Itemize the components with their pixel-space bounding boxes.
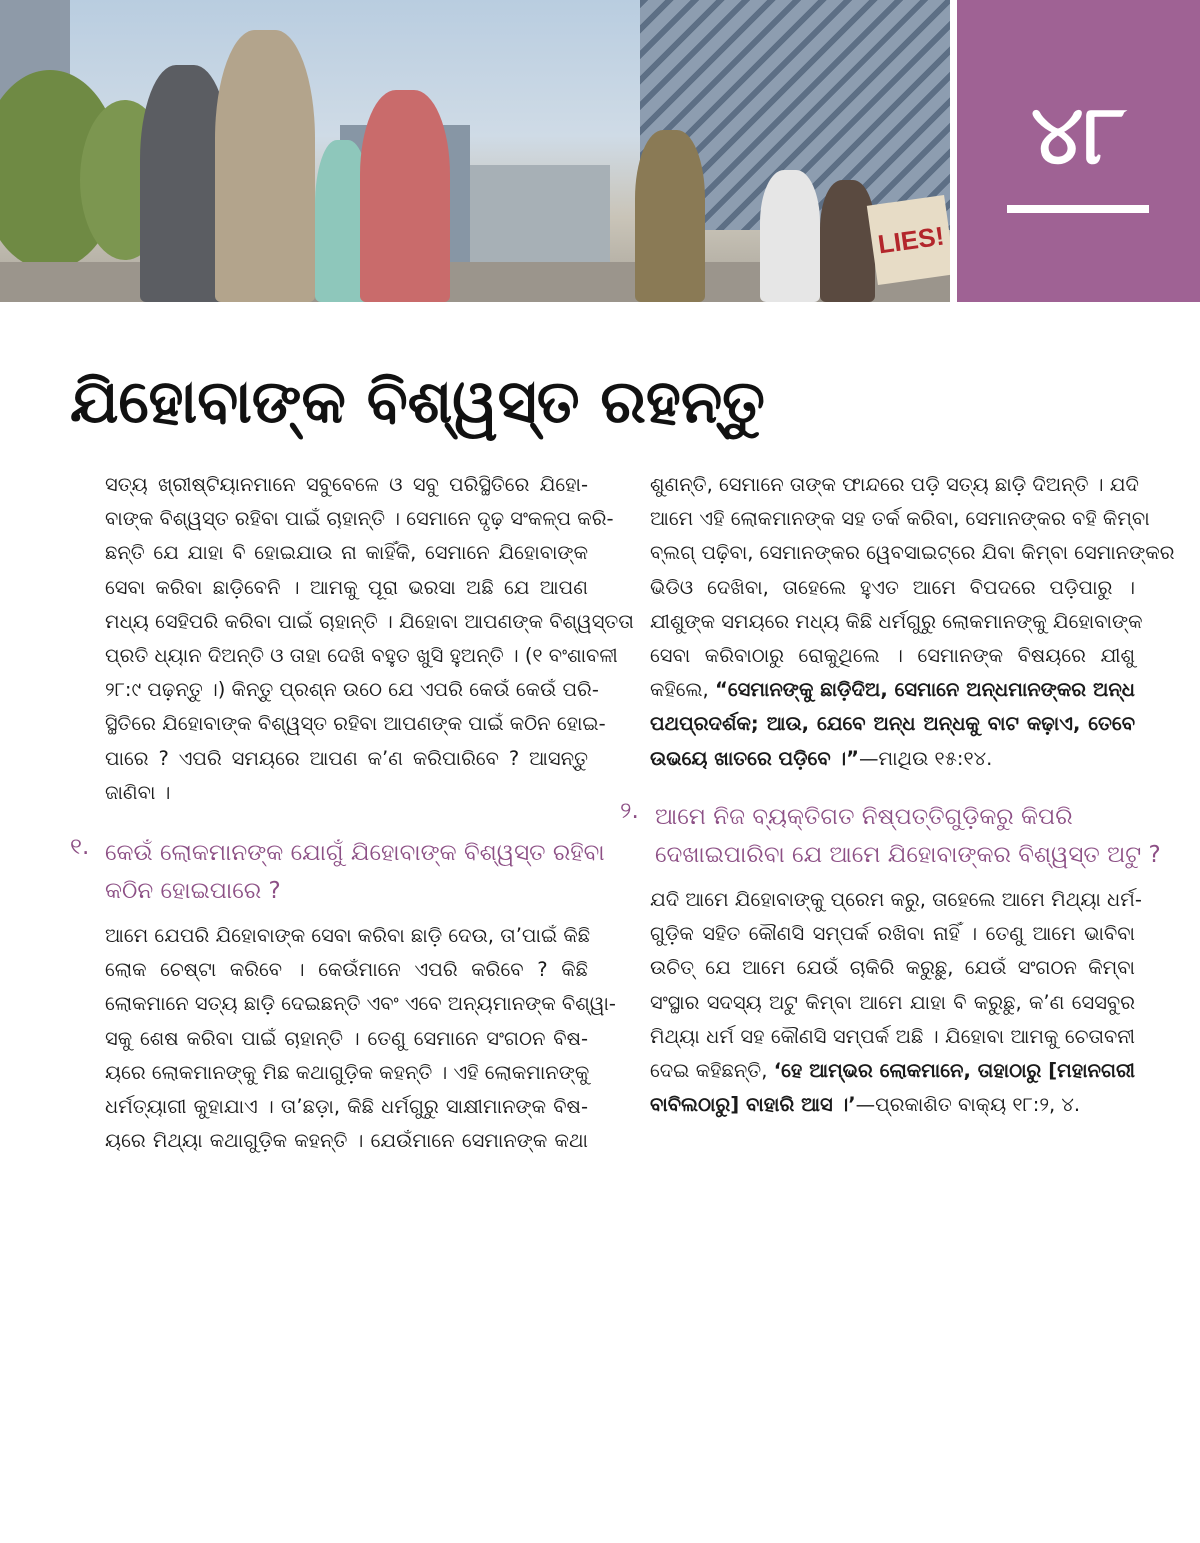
question-heading-2	[620, 798, 1160, 874]
text-line	[650, 673, 1135, 707]
text-line	[650, 1088, 1135, 1122]
question-line: ଦେଖାଇପାରିବା ଯେ ଆମେ ଯିହୋବାଙ୍କର ବିଶ୍ୱସ୍ତ ଅଟୁ ?	[655, 842, 1161, 868]
scripture-reference: —ମାଥିଉ ୧୫:୧୪.	[859, 746, 993, 770]
text-line: ଶୁଣନ୍ତି, ସେମାନେ ତାଙ୍କ ଫାନ୍ଦରେ ପଡ଼ି ସତ୍ୟ ଛାଡ଼ି ଦିଅନ୍ତି । ଯଦି	[650, 473, 1139, 496]
quote-intro: ଦେଇ କହିଛନ୍ତି,	[650, 1058, 774, 1082]
intro-paragraph	[105, 468, 634, 810]
text-line: ୟରେ ମିଥ୍ୟା କଥାଗୁଡ଼ିକ କହନ୍ତି । ଯେଉଁମାନେ ସେମାନଙ୍କ କଥା	[105, 1129, 588, 1153]
text-line: ସତ୍ୟ ଖ୍ରୀଷ୍ଟିୟାନମାନେ ସବୁବେଳେ ଓ ସବୁ ପରିସ୍ଥିତିରେ ଯିହୋ-	[105, 473, 588, 496]
question-heading-1	[70, 834, 605, 910]
text-line: ପ୍ରତି ଧ୍ୟାନ ଦିଅନ୍ତି ଓ ତାହା ଦେଖି ବହୁତ ଖୁସି ହୁଅନ୍ତି । (୧ ବଂଶାବଳୀ	[105, 643, 618, 667]
question-line: କଠିନ ହୋଇପାରେ ?	[105, 878, 281, 904]
scripture-quote: ‘ହେ ଆମ୍ଭର ଲୋକମାନେ, ତାହାଠାରୁ [ମହାନଗରୀ	[773, 1058, 1135, 1082]
text-line: ଯୀଶୁଙ୍କ ସମୟରେ ମଧ୍ୟ କିଛି ଧର୍ମଗୁରୁ ଲୋକମାନଙ୍କୁ ଯିହୋବାଙ୍କ	[650, 609, 1143, 633]
scripture-reference: —ପ୍ରକାଶିତ ବାକ୍ୟ ୧୮:୨, ୪.	[855, 1093, 1081, 1117]
text-line: ସଂସ୍ଥାର ସଦସ୍ୟ ଅଟୁ କିମ୍ବା ଆମେ ଯାହା ବି କରୁଛୁ, କ’ଣ ସେସବୁର	[650, 990, 1135, 1014]
paragraph-2	[650, 883, 1142, 1122]
text-line: ଆମେ ଏହି ଲୋକମାନଙ୍କ ସହ ତର୍କ କରିବା, ସେମାନଙ୍କର ବହି କିମ୍ବା	[650, 507, 1150, 531]
question-line: ଆମେ ନିଜ ବ୍ୟକ୍ତିଗତ ନିଷ୍ପତ୍ତିଗୁଡ଼ିକରୁ କିପରି	[655, 804, 1073, 830]
page-title: ଯିହୋବାଙ୍କ ବିଶ୍ୱସ୍ତ ରହନ୍ତୁ	[70, 367, 765, 437]
article-number-badge	[957, 0, 1200, 302]
text-line: ଲୋକ ଚେଷ୍ଟା କରିବେ । କେଉଁମାନେ ଏପରି କରିବେ ? କିଛି	[105, 958, 588, 982]
protest-sign: LIES!	[867, 195, 950, 285]
quote-intro: କହିଲେ,	[650, 678, 716, 702]
text-line: ସ୍ଥିତିରେ ଯିହୋବାଙ୍କ ବିଶ୍ୱସ୍ତ ରହିବା ଆପଣଙ୍କ ପାଇଁ କଠିନ ହୋଇ-	[105, 712, 606, 736]
text-line: ଲୋକମାନେ ସତ୍ୟ ଛାଡ଼ି ଦେଇଛନ୍ତି ଏବଂ ଏବେ ଅନ୍ୟମାନଙ୍କ ବିଶ୍ୱା-	[105, 992, 616, 1016]
person-mother	[360, 90, 450, 302]
text-line: ଧର୍ମତ୍ୟାଗୀ କୁହାଯାଏ । ତା’ଛଡ଼ା, କିଛି ଧର୍ମଗୁରୁ ସାକ୍ଷୀମାନଙ୍କ ବିଷ-	[105, 1094, 588, 1118]
text-line: ଛନ୍ତି ଯେ ଯାହା ବି ହୋଇଯାଉ ନା କାହିଁକି, ସେମାନେ ଯିହୋବାଙ୍କ	[105, 541, 588, 565]
question-number: ୧.	[70, 834, 90, 860]
text-line: ଉଚିତ୍ ଯେ ଆମେ ଯେଉଁ ଚାକିରି କରୁଛୁ, ଯେଉଁ ସଂଗଠନ କିମ୍ବା	[650, 956, 1135, 980]
person-protester	[820, 180, 875, 302]
hero-photo	[0, 0, 950, 302]
text-line: ଗୁଡ଼ିକ ସହିତ କୌଣସି ସମ୍ପର୍କ ରଖିବା ନାହିଁ । ତେଣୁ ଆମେ ଭାବିବା	[650, 922, 1135, 946]
text-line	[650, 742, 1135, 776]
text-line: ବାଙ୍କ ବିଶ୍ୱସ୍ତ ରହିବା ପାଇଁ ଚାହାନ୍ତି । ସେମାନେ ଦୃଢ଼ ସଂକଳ୍ପ କରି-	[105, 507, 614, 531]
scripture-quote: ବାବିଲଠାରୁ] ବାହାରି ଆସ ।’	[650, 1093, 856, 1117]
text-line: ଯଦି ଆମେ ଯିହୋବାଙ୍କୁ ପ୍ରେମ କରୁ, ତାହେଲେ ଆମେ ମିଥ୍ୟା ଧର୍ମ-	[650, 888, 1142, 911]
question-number: ୨.	[620, 798, 639, 824]
text-line: ସେବା କରିବାଠାରୁ ରୋକୁଥିଲେ । ସେମାନଙ୍କ ବିଷୟରେ ଯୀଶୁ	[650, 643, 1135, 667]
text-line: ସେବା କରିବା ଛାଡ଼ିବେନି । ଆମକୁ ପୂରା ଭରସା ଅଛି ଯେ ଆପଣ	[105, 575, 588, 599]
text-line: ମିଥ୍ୟା ଧର୍ମ ସହ କୌଣସି ସମ୍ପର୍କ ଅଛି । ଯିହୋବା ଆମକୁ ଚେତାବନୀ	[650, 1024, 1135, 1048]
text-line	[650, 707, 1135, 741]
text-line: ପାରେ ? ଏପରି ସମୟରେ ଆପଣ କ’ଣ କରିପାରିବେ ? ଆସନ୍ତୁ	[105, 746, 588, 770]
question-line: କେଉଁ ଲୋକମାନଙ୍କ ଯୋଗୁଁ ଯିହୋବାଙ୍କ ବିଶ୍ୱସ୍ତ ରହିବା	[105, 840, 605, 866]
text-line: ୟରେ ଲୋକମାନଙ୍କୁ ମିଛ କଥାଗୁଡ଼ିକ କହନ୍ତି । ଏହି ଲୋକମାନଙ୍କୁ	[105, 1060, 590, 1084]
paragraph-1-left	[105, 919, 616, 1158]
text-line: ମଧ୍ୟ ସେହିପରି କରିବା ପାଇଁ ଚାହାନ୍ତି । ଯିହୋବା ଆପଣଙ୍କ ବିଶ୍ୱସ୍ତତା	[105, 609, 634, 633]
building	[470, 165, 610, 265]
scripture-quote: ପଥପ୍ରଦର୍ଶକ; ଆଉ, ଯେବେ ଅନ୍ଧ ଅନ୍ଧକୁ ବାଟ କଢ଼ାଏ, ତେବେ	[650, 712, 1135, 736]
person-father	[215, 30, 315, 302]
text-line: ଜାଣିବା ।	[105, 780, 171, 804]
badge-underline	[1007, 205, 1149, 213]
text-line: ୨୮:୯ ପଢ଼ନ୍ତୁ ।) କିନ୍ତୁ ପ୍ରଶ୍ନ ଉଠେ ଯେ ଏପରି କେଉଁ କେଉଁ ପରି-	[105, 678, 599, 702]
text-line: ଭିଡିଓ ଦେଖିବା, ତାହେଲେ ହୁଏତ ଆମେ ବିପଦରେ ପଡ଼ିପାରୁ ।	[650, 575, 1135, 599]
text-line: ବ୍ଲଗ୍ ପଢ଼ିବା, ସେମାନଙ୍କର ୱେବସାଇଟ୍‌ରେ ଯିବା କିମ୍ବା ସେମାନଙ୍କର	[650, 541, 1175, 565]
paragraph-1-right	[650, 468, 1175, 776]
text-line: ଆମେ ଯେପରି ଯିହୋବାଙ୍କ ସେବା କରିବା ଛାଡ଼ି ଦେଉ, ତା’ପାଇଁ କିଛି	[105, 924, 591, 947]
text-line: ସକୁ ଶେଷ କରିବା ପାଇଁ ଚାହାନ୍ତି । ତେଣୁ ସେମାନେ ସଂଗଠନ ବିଷ-	[105, 1026, 588, 1050]
scripture-quote: “ସେମାନଙ୍କୁ ଛାଡ଼ିଦିଅ, ସେମାନେ ଅନ୍ଧମାନଙ୍କର ଅନ୍ଧ	[715, 678, 1135, 702]
person-protester	[760, 170, 820, 302]
scripture-quote: ଉଭୟେ ଖାତରେ ପଡ଼ିବେ ।”	[650, 746, 859, 770]
person-protester-megaphone	[635, 130, 705, 302]
article-number: ୪୮	[1030, 88, 1127, 183]
text-line	[650, 1054, 1135, 1088]
